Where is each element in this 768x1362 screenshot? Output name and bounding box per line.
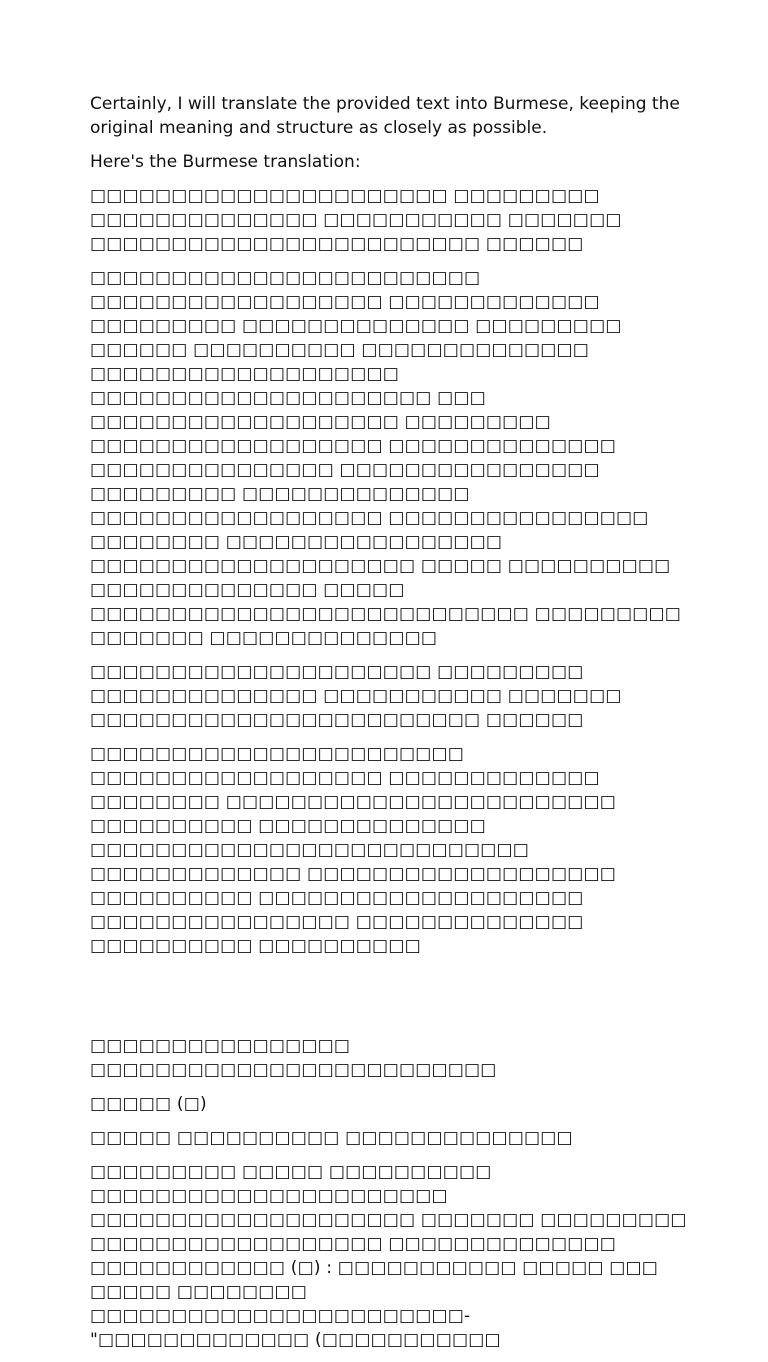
translation-heading: Here's the Burmese translation: xyxy=(90,152,361,172)
intro-sentence: Certainly, I will translate the provided text into Burmese, keeping the original meaning and structure as closely as possible. xyxy=(90,94,680,138)
paragraph-1: □□□□□□□□□□□□□□□□□□□□□□ □□□□□□□□□ □□□□□□□□□□□□□□ □□□□□□□□□□□ □□□□□□□ □□□□□□□□□□□□□□□□□□□□□□□□ □□□□□□ xyxy=(90,186,622,254)
document-body xyxy=(90,92,690,1362)
paragraph-4: □□□□□□□□□□□□□□□□□□□□□□□ □□□□□□□□□□□□□□□□□□ □□□□□□□□□□□□□ □□□□□□□□ □□□□□□□□□□□□□□□□□□□□□□□□ □□□□□□□□□□ □□□□□□□□□□□□□□ □□□□□□□□□□□□□□□□□□□□□□□□□□□ □□□□□□□□□□□□□ □□□□□□□□□□□□□□□□□□□ □□□□□□□□□□ □□□□□□□□□□□□□□□□□□□□ □□□□□□□□□□□□□□□□ □□□□□□□□□□□□□□ □□□□□□□□□□ □□□□□□□□□□ xyxy=(90,744,616,956)
paragraph-3: □□□□□□□□□□□□□□□□□□□□□ □□□□□□□□□ □□□□□□□□□□□□□□ □□□□□□□□□□□ □□□□□□□ □□□□□□□□□□□□□□□□□□□□□□□□ □□□□□□ xyxy=(90,662,622,730)
section-subheading: □□□□□ □□□□□□□□□□ □□□□□□□□□□□□□□ xyxy=(90,1128,573,1148)
paragraph-5: □□□□□□□□□ □□□□□ □□□□□□□□□□ □□□□□□□□□□□□□□□□□□□□□□ □□□□□□□□□□□□□□□□□□□□ □□□□□□□ □□□□□□□□□ □□□□□□□□□□□□□□□□□□ □□□□□□□□□□□□□□ □□□□□□□□□□□□ (□) : □□□□□□□□□□□ □□□□□ □□□ □□□□□ □□□□□□□□ □□□□□□□□□□□□□□□□□□□□□□□- "□□□□□□□□□□□□□ (□□□□□□□□□□□ xyxy=(90,1162,687,1350)
section-gap xyxy=(90,968,690,1034)
paragraph-2: □□□□□□□□□□□□□□□□□□□□□□□□ □□□□□□□□□□□□□□□□□□ □□□□□□□□□□□□□ □□□□□□□□□ □□□□□□□□□□□□□□ □□□□□□□□□ □□□□□□ □□□□□□□□□□ □□□□□□□□□□□□□□ □□□□□□□□□□□□□□□□□□□ □□□□□□□□□□□□□□□□□□□□□ □□□ □□□□□□□□□□□□□□□□□□□ □□□□□□□□□ □□□□□□□□□□□□□□□□□□ □□□□□□□□□□□□□□ □□□□□□□□□□□□□□□ □□□□□□□□□□□□□□□□ □□□□□□□□□ □□□□□□□□□□□□□□ □□□□□□□□□□□□□□□□□□ □□□□□□□□□□□□□□□□ □□□□□□□□ □□□□□□□□□□□□□□□□□ □□□□□□□□□□□□□□□□□□□□ □□□□□ □□□□□□□□□□ □□□□□□□□□□□□□□ □□□□□ □□□□□□□□□□□□□□□□□□□□□□□□□□□ □□□□□□□□□ □□□□□□□ □□□□□□□□□□□□□□ xyxy=(90,268,682,648)
section-heading: □□□□□□□□□□□□□□□□ □□□□□□□□□□□□□□□□□□□□□□□□□ xyxy=(90,1036,497,1080)
section-number: □□□□□ (□) xyxy=(90,1094,207,1114)
